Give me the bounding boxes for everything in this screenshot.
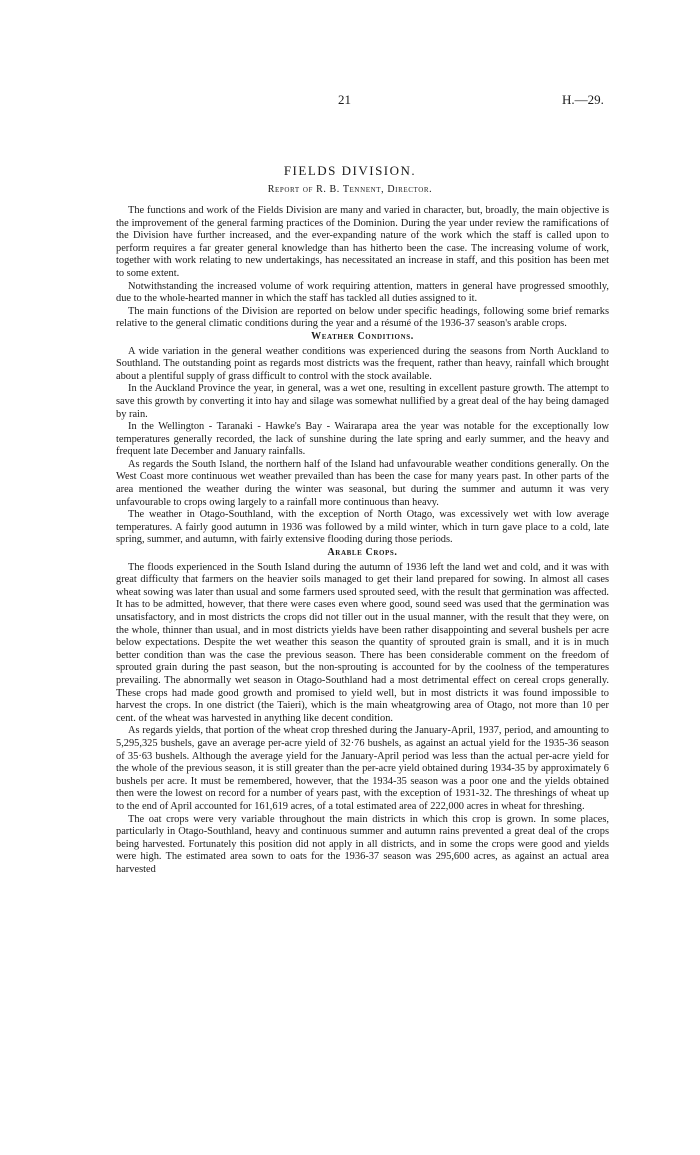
paper-id: H.—29. xyxy=(562,92,604,107)
report-byline: Report of R. B. Tennent, Director. xyxy=(267,184,433,195)
report-body xyxy=(116,205,609,876)
section-heading: Weather Conditions. xyxy=(311,330,414,342)
body-paragraph: Notwithstanding the increased volume of work requiring attention, matters in general have progressed smoothly, due to the whole-hearted manner in which the staff has tackled all duties assigned to it. xyxy=(116,280,609,305)
body-paragraph: The weather in Otago-Southland, with the exception of North Otago, was excessively wet with low average temperatures. A fairly good autumn in 1936 was followed by a mild winter, which in turn gave place to a cold, late spring, summer, and autumn, with fairly extensive flooding during those periods. xyxy=(116,509,609,546)
section-title: FIELDS DIVISION. xyxy=(283,163,417,178)
page-number: 21 xyxy=(338,92,351,107)
body-paragraph: In the Auckland Province the year, in general, was a wet one, resulting in excellent pasture growth. The attempt to save this growth by converting it into hay and silage was somewhat nullified by a great deal of the hay being damaged by rain. xyxy=(116,383,609,420)
body-paragraph: The functions and work of the Fields Division are many and varied in character, but, broadly, the main objective is the improvement of the general farming practices of the Dominion. During the year under review the ramifications of the Division have further increased, and the ever-expanding nature of the work which the staff is called upon to perform requires a far greater general knowledge than has hitherto been the case. The increasing volume of work, together with work relating to new undertakings, has necessitated an increase in staff, and this position has been met to some extent. xyxy=(116,205,609,279)
body-paragraph: The oat crops were very variable throughout the main districts in which this crop is grown. In some places, particularly in Otago-Southland, heavy and continuous summer and autumn rains prevented a great deal of the crops being harvested. Fortunately this position did not apply in all districts, and in some the crops were good and yields were high. The estimated area sown to oats for the 1936-37 season was 295,600 acres, as against an actual area harvested xyxy=(116,813,609,875)
body-paragraph: The floods experienced in the South Island during the autumn of 1936 left the land wet and cold, and it was with great difficulty that farmers on the heavier soils managed to get their land prepared for sowing. In almost all cases wheat sowing was later than usual and some farmers used sprouted seed, with the result that germination was affected. It has to be admitted, however, that there were cases even where good, sound seed was used that the germination was unsatisfactory, and in most districts the crops did not tiller out in the usual manner, with the result that they were, on the whole, thinner than usual, and in most districts yields have been rather disappointing and several bushels per acre below expectations. Despite the wet weather this season the quantity of sprouted grain is small, and it is in much better condition than was the case the previous season. There has been considerable comment on the freedom of sprouted grain during the past season, but the non-sprouting is accounted for by the coolness of the temperatures prevailing. The abnormally wet season in Otago-Southland had a most detrimental effect on cereal crops generally. These crops had made good growth and promised to yield well, but in most districts it was found impossible to harvest the crops. In one district (the Taieri), which is the main wheatgrowing area of Otago, not more than 10 per cent. of the wheat was harvested in anything like decent condition. xyxy=(116,561,609,724)
body-paragraph: As regards yields, that portion of the wheat crop threshed during the January-April, 1937, period, and amounting to 5,295,325 bushels, gave an average per-acre yield of 32·76 bushels, as against an actual yield for the 1935-36 season of 35·63 bushels. Although the average yield for the January-April period was less than the actual per-acre yield for the whole of the previous season, it is still greater than the per-acre yield obtained during 1934-35 by approximately 6 bushels per acre. It must be remembered, however, that the 1934-35 season was a poor one and the yields obtained then were the lowest on record for a number of years past, with the exception of 1931-32. The threshings of wheat up to the end of April accounted for 161,619 acres, of a total estimated area of 222,000 acres in wheat for threshing. xyxy=(116,725,609,812)
body-paragraph: In the Wellington - Taranaki - Hawke's Bay - Wairarapa area the year was notable for the exceptionally low temperatures generally recorded, the lack of sunshine during the late spring and early summer, and the heavy and frequent late December and January rainfalls. xyxy=(116,421,609,458)
body-paragraph: A wide variation in the general weather conditions was experienced during the seasons from North Auckland to Southland. The outstanding point as regards most districts was the frequent, rather than heavy, rainfall which brought about a plentiful supply of grass difficult to control with the stock available. xyxy=(116,345,609,382)
body-paragraph: As regards the South Island, the northern half of the Island had unfavourable weather conditions generally. On the West Coast more continuous wet weather prevailed than has been the case for many years past. In other parts of the area mentioned the weather during the winter was seasonal, but during the summer and autumn it was very unfavourable to crops owing largely to a rainfall more continuous than heavy. xyxy=(116,458,609,508)
section-heading: Arable Crops. xyxy=(327,547,398,559)
body-paragraph: The main functions of the Division are reported on below under specific headings, following some brief remarks relative to the general climatic conditions during the year and a résumé of the 1936-37 season's arable crops. xyxy=(116,305,609,330)
